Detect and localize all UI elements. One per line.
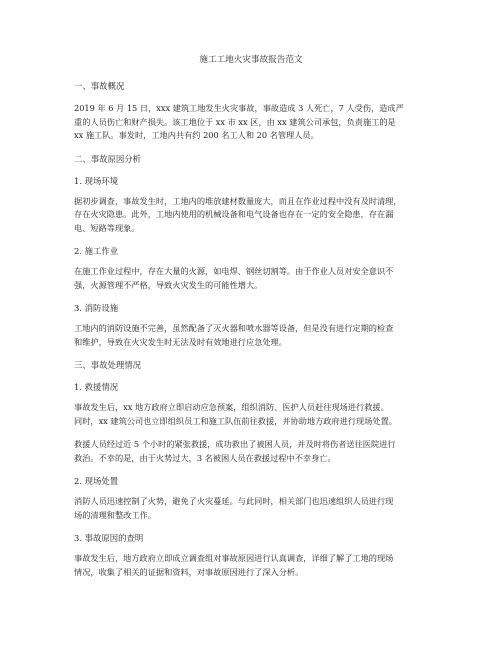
paragraph-line: 强，火源管理不严格，导致火灾发生的可能性增大。 xyxy=(74,279,263,290)
subsection-heading: 1. 现场环境 xyxy=(74,175,119,186)
paragraph-line: 存在火灾隐患。此外，工地内使用的机械设备和电气设备也存在一定的安全隐患，存在漏 xyxy=(74,209,394,219)
paragraph xyxy=(74,102,428,143)
paragraph-line: 电、短路等现象。 xyxy=(74,222,140,233)
paragraph-line: 在施工作业过程中，存在大量的火源，如电焊、钢丝切割等。由于作业人员对安全意识不 xyxy=(74,266,394,276)
paragraph-line: 救治。不幸的是，由于火势过大，3 名被困人员在救援过程中不幸身亡。 xyxy=(74,452,336,463)
subsection-heading: 2. 施工作业 xyxy=(74,246,119,256)
paragraph-line: 2019 年 6 月 15 日，xxx 建筑工地发生火灾事故，事故造成 3 人死亡，7 人受伤，造成严 xyxy=(74,103,404,113)
subsection-heading: 1. 救援情况 xyxy=(74,382,119,392)
subsection-heading: 3. 消防设施 xyxy=(74,303,119,313)
paragraph xyxy=(74,195,428,236)
document-title: 施工工地火灾事故报告范文 xyxy=(199,55,303,65)
paragraph-line: xx 施工队。事发时，工地内共有约 200 名工人和 20 名管理人员。 xyxy=(74,130,319,140)
section-heading: 一、事故概况 xyxy=(74,81,125,91)
paragraph-line: 工地内的消防设施不完善，虽然配备了灭火器和喷水器等设备，但是没有进行定期的检查 xyxy=(74,323,394,333)
subsection-heading: 3. 事故原因的查明 xyxy=(74,533,144,543)
paragraph-line: 消防人员迅速控制了火势，避免了火灾蔓延。与此同时，相关部门也迅速组织人员进行现 xyxy=(74,496,394,506)
paragraph-line: 事故发生后，xx 地方政府立即启动应急预案，组织消防、医护人员赶往现场进行救援。 xyxy=(74,402,389,412)
paragraph xyxy=(74,495,428,522)
paragraph-line: 事故发生后，地方政府立即成立调查组对事故原因进行认真调查，详细了解了工地的现场 xyxy=(74,553,394,563)
paragraph-line: 场的清理和整改工作。 xyxy=(74,509,156,520)
paragraph xyxy=(74,552,428,579)
paragraph xyxy=(74,322,428,349)
paragraph xyxy=(74,265,428,292)
paragraph-line: 据初步调查，事故发生时，工地内的堆放建材数量庞大，而且在作业过程中没有及时清理， xyxy=(74,195,402,206)
paragraph-line: 救援人员经过近 5 个小时的紧张救援，成功救出了被困人员，并及时将伤者送往医院进行 xyxy=(74,439,396,449)
paragraph-line: 重的人员伤亡和财产损失。该工地位于 xx 市 xx 区，由 xx 建筑公司承包，负责施工的是 xyxy=(74,116,396,127)
paragraph-line: 情况，收集了相关的证据和资料，对事故原因进行了深入分析。 xyxy=(74,566,304,577)
paragraph xyxy=(74,401,428,428)
paragraph-line: 和维护，导致在火灾发生时无法及时有效地进行应急处理。 xyxy=(74,336,287,347)
section-heading: 二、事故原因分析 xyxy=(74,153,141,164)
paragraph xyxy=(74,438,428,465)
subsection-heading: 2. 现场处置 xyxy=(74,476,119,486)
document-body xyxy=(74,80,428,579)
paragraph-line: 同时，xx 建筑公司也立即组织员工和施工队伍前往救援，并协助地方政府进行现场处置。 xyxy=(74,415,397,426)
section-heading: 三、事故处理情况 xyxy=(74,360,141,370)
